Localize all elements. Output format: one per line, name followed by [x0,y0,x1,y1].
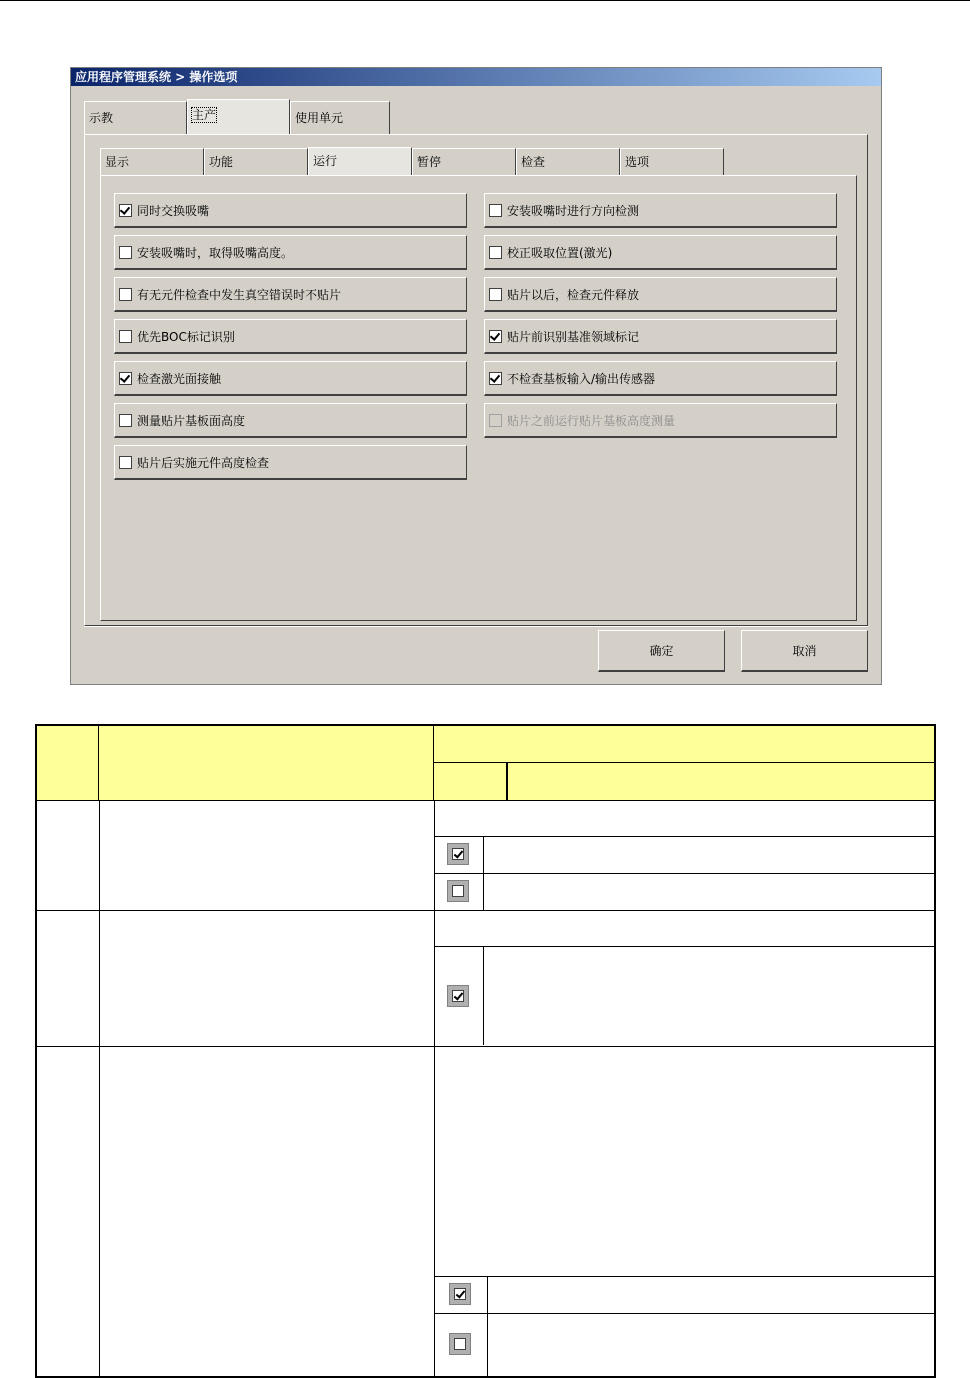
option-label: 安装吸嘴时进行方向检测 [507,203,640,218]
option-label: 贴片前识别基准领域标记 [507,329,640,344]
divider [434,946,934,947]
tab-use-unit[interactable] [290,101,390,135]
option-label: 同时交换吸嘴 [137,203,210,218]
tab-label: 示教 [89,111,114,125]
checkbox[interactable] [489,246,502,259]
option-label: 校正吸取位置(激光) [507,245,613,260]
checked-checkbox[interactable] [119,204,132,217]
tab-label: 运行 [313,154,338,168]
tab-label: 暂停 [417,155,442,169]
checkbox[interactable] [119,246,132,259]
option-label: 有无元件检查中发生真空错误时不贴片 [137,287,342,302]
tab-teach[interactable] [84,101,187,135]
option-right_options-1[interactable] [484,235,837,270]
tab-label: 主产 [192,108,217,122]
checkbox[interactable] [119,414,132,427]
tab-label: 选项 [625,155,650,169]
tab-pause[interactable] [412,148,516,176]
separator [84,626,868,627]
checked-checkbox[interactable] [489,330,502,343]
unchecked-sample-icon [449,1333,471,1355]
checkbox[interactable] [119,456,132,469]
tab-run[interactable] [308,147,412,176]
option-label: 检查激光面接触 [137,371,222,386]
option-left_options-5[interactable] [114,403,467,438]
tab-label: 功能 [209,155,234,169]
option-right_options-3[interactable] [484,319,837,354]
cancel-button[interactable]: 取消 [741,630,868,672]
option-label: 贴片以后，检查元件释放 [507,287,640,302]
divider [487,1277,488,1378]
option-left_options-1[interactable] [114,235,467,270]
checked-sample-icon [447,985,469,1007]
header-sub-2 [508,763,934,800]
option-label: 贴片后实施元件高度检查 [137,455,270,470]
tab-options[interactable] [620,148,724,176]
checked-sample-icon [449,1283,471,1305]
top-rule [0,0,970,1]
checkbox [489,414,502,427]
tab-display[interactable] [100,148,204,176]
divider [37,910,934,911]
option-left_options-2[interactable] [114,277,467,312]
option-label: 贴片之前运行贴片基板高度测量 [507,413,676,428]
checkbox[interactable] [489,288,502,301]
divider [99,801,100,1378]
divider [37,800,934,801]
option-right_options-2[interactable] [484,277,837,312]
option-label: 安装吸嘴时，取得吸嘴高度。 [137,245,294,260]
header-col-3 [434,726,934,763]
option-right_options-0[interactable] [484,193,837,228]
option-left_options-4[interactable] [114,361,467,396]
header-sub-1 [434,763,508,800]
divider [434,801,435,1378]
checked-checkbox[interactable] [489,372,502,385]
unchecked-sample-icon [447,880,469,902]
tab-function[interactable] [204,148,308,176]
tab-label: 检查 [521,155,546,169]
divider [483,947,484,1045]
tab-label: 使用单元 [295,111,344,125]
divider [434,873,934,874]
tab-inspection[interactable] [516,148,620,176]
divider [434,1276,934,1277]
option-right_options-5 [484,403,837,438]
options-dialog [70,67,882,685]
option-label: 测量贴片基板面高度 [137,413,246,428]
option-left_options-6[interactable] [114,445,467,480]
checked-sample-icon [447,843,469,865]
divider [434,836,934,837]
description-table [35,724,936,1378]
checked-checkbox[interactable] [119,372,132,385]
option-left_options-3[interactable] [114,319,467,354]
ok-button[interactable]: 确定 [598,630,725,672]
option-left_options-0[interactable] [114,193,467,228]
tab-label: 显示 [105,155,130,169]
header-col-2 [99,726,434,800]
window-title: 应用程序管理系统 > 操作选项 [71,68,881,86]
header-col-1 [37,726,99,800]
checkbox[interactable] [119,330,132,343]
tab-production[interactable] [187,99,290,135]
divider [37,1046,934,1047]
checkbox[interactable] [489,204,502,217]
option-label: 不检查基板输入/输出传感器 [507,371,656,386]
divider [434,1313,934,1314]
option-label: 优先BOC标记识别 [137,329,235,344]
checkbox[interactable] [119,288,132,301]
option-right_options-4[interactable] [484,361,837,396]
